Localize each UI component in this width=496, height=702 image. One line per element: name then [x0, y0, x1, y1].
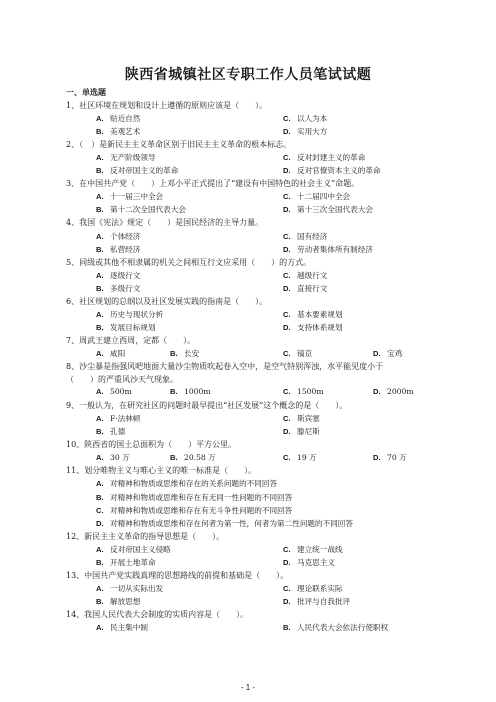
- option-letter: B.: [283, 623, 291, 632]
- option-text: 反对帝国主义的革命: [110, 166, 179, 176]
- option-text: 长安: [184, 348, 200, 358]
- option-letter: A.: [96, 114, 104, 124]
- option-text: 无产阶级领导: [110, 153, 156, 163]
- option-letter: C.: [283, 114, 291, 124]
- question-stem: 1、社区环境在规划和设计上遵循的原则应该是（ ）。: [66, 101, 268, 110]
- option-letter: C.: [283, 153, 291, 163]
- option-letter: D.: [283, 427, 291, 437]
- option-letter: B.: [96, 166, 104, 176]
- option-letter: B.: [96, 427, 104, 437]
- option-text: 多级行文: [110, 283, 141, 293]
- option-letter: D.: [283, 557, 291, 567]
- option-letter: D.: [283, 205, 291, 215]
- answer-option: [283, 244, 373, 255]
- answer-option: [283, 270, 327, 281]
- question-stem: 9、一般认为，在研究社区的问题时最早提出“社区发展”这个概念的是（ ）。: [66, 401, 348, 411]
- answer-option: [283, 152, 365, 163]
- option-letter: D.: [283, 127, 291, 137]
- option-text: 第十二次全国代表大会: [110, 205, 186, 215]
- option-letter: C.: [283, 453, 291, 463]
- option-text: 500m: [110, 387, 132, 397]
- option-text: 第十三次全国代表大会: [297, 205, 373, 215]
- answer-option: [96, 283, 140, 294]
- answer-option: [96, 204, 186, 215]
- answer-option: [283, 452, 317, 463]
- option-text: 19 万: [297, 453, 317, 463]
- option-text: 滕尼斯: [297, 427, 320, 437]
- question-stem: 6、社区规划的总纲以及社区发展实践的指南是（ ）。: [66, 296, 268, 306]
- option-letter: A.: [96, 479, 104, 489]
- answer-option: [96, 426, 125, 437]
- option-letter: D.: [283, 244, 291, 254]
- option-text: 个体经济: [110, 231, 141, 241]
- option-text: 30 万: [110, 453, 130, 463]
- option-text: 以人为本: [297, 114, 328, 124]
- option-text: 十二届四中全会: [297, 192, 351, 202]
- option-letter: C.: [283, 414, 291, 424]
- answer-option: [96, 309, 163, 320]
- question-stem: 12、新民主主义革命的指导思想是（ ）。: [66, 531, 225, 541]
- option-text: 私营经济: [110, 244, 141, 254]
- option-text: 1500m: [297, 387, 324, 397]
- option-text: 反对官僚资本主义的革命: [297, 166, 381, 176]
- option-letter: B.: [96, 322, 104, 332]
- option-text: 贴近自然: [110, 114, 141, 124]
- option-letter: C.: [283, 192, 291, 202]
- option-letter: B.: [170, 387, 178, 397]
- answer-option: [283, 165, 381, 176]
- question-stem: 7、周武王建立西周，定都（ ）。: [66, 335, 196, 345]
- option-letter: A.: [96, 414, 104, 424]
- option-letter: D.: [283, 166, 291, 176]
- option-text: 对精神和物质或思维和存在有无斗争性问题的不同回答: [110, 505, 293, 515]
- option-letter: A.: [96, 348, 104, 358]
- option-text: 2000m: [387, 387, 414, 397]
- answer-option: [283, 583, 343, 594]
- answer-option: [373, 387, 414, 396]
- option-text: 直接行文: [297, 283, 328, 293]
- option-letter: A.: [96, 544, 104, 554]
- option-text: 十一届三中全会: [110, 192, 164, 202]
- answer-option: [96, 596, 140, 607]
- option-letter: C.: [283, 583, 291, 593]
- option-text: 20.58 万: [184, 453, 216, 463]
- question-stem-continued: （ ）的严重风沙天气现象。: [66, 375, 178, 385]
- question-stem: 3、在中国共产党（ ）上邓小平正式提出了“建设有中国特色的社会主义”命题。: [66, 179, 360, 189]
- option-letter: B.: [170, 348, 178, 358]
- answer-option: [96, 413, 140, 424]
- option-text: 对精神和物质或思维和存在何者为第一性，何者为第二性问题的不同回答: [110, 518, 353, 528]
- answer-option: [96, 452, 130, 463]
- option-text: 孔德: [110, 427, 126, 437]
- option-text: 马克思主义: [297, 557, 335, 567]
- question-stem: 13、中国共产党实践真理的思想路线的前提和基础是（ ）。: [66, 570, 289, 580]
- answer-option: [96, 583, 163, 594]
- option-text: F·法林顿: [110, 414, 141, 424]
- answer-option: [283, 231, 327, 242]
- page-title: 陕西省城镇社区专职工作人员笔试试题: [124, 67, 372, 83]
- answer-option: [96, 557, 156, 568]
- option-letter: A.: [96, 153, 104, 163]
- option-letter: B.: [96, 127, 104, 137]
- option-letter: D.: [373, 453, 381, 463]
- answer-option: [96, 544, 171, 555]
- option-letter: A.: [96, 270, 104, 280]
- answer-option: [283, 413, 320, 424]
- option-text: 支持体系规划: [297, 322, 343, 332]
- answer-option: [96, 113, 140, 124]
- option-letter: C.: [283, 544, 291, 554]
- answer-option: [96, 478, 277, 489]
- answer-option: [283, 191, 350, 202]
- option-letter: D.: [373, 348, 381, 358]
- option-text: 开展土地革命: [110, 557, 156, 567]
- answer-option: [283, 557, 335, 568]
- answer-option: [283, 348, 312, 359]
- option-letter: B.: [96, 492, 104, 502]
- answer-option: [96, 270, 140, 281]
- answer-option: [170, 387, 211, 396]
- answer-option: [96, 165, 178, 176]
- option-text: 镐京: [297, 348, 313, 358]
- question-stem: 11、划分唯物主义与唯心主义的唯一标准是（ ）。: [66, 466, 257, 476]
- option-text: 宝鸡: [387, 348, 403, 358]
- answer-option: [170, 452, 216, 463]
- option-letter: C.: [283, 270, 291, 280]
- option-text: 一切从实际出发: [110, 583, 164, 593]
- option-letter: A.: [96, 583, 104, 593]
- option-text: 咸阳: [110, 348, 126, 358]
- answer-option: [96, 191, 163, 202]
- answer-option: [283, 596, 350, 607]
- option-text: 实用大方: [297, 127, 328, 137]
- answer-option: [96, 126, 140, 137]
- answer-option: [170, 348, 199, 359]
- option-letter: B.: [96, 205, 104, 215]
- option-text: 斯宾塞: [297, 414, 320, 424]
- option-text: 越级行文: [297, 270, 328, 280]
- option-letter: D.: [283, 322, 291, 332]
- option-text: 反对封建主义的革命: [297, 153, 366, 163]
- option-text: 理论联系实际: [297, 583, 343, 593]
- answer-option: [283, 387, 324, 396]
- option-letter: A.: [96, 309, 104, 319]
- answer-option: [96, 244, 140, 255]
- answer-option: [283, 426, 320, 437]
- option-letter: A.: [96, 453, 104, 463]
- answer-option: [283, 204, 373, 215]
- option-text: 发展目标规划: [110, 322, 156, 332]
- answer-option: [373, 348, 402, 359]
- option-letter: C.: [283, 348, 291, 358]
- option-letter: C.: [96, 505, 104, 515]
- answer-option: [283, 283, 327, 294]
- option-text: 逐级行文: [110, 270, 141, 280]
- option-letter: D.: [96, 518, 104, 528]
- section-heading: 一、单选题: [66, 88, 106, 97]
- option-letter: C.: [283, 387, 291, 397]
- option-letter: A.: [96, 387, 104, 397]
- option-letter: B.: [96, 557, 104, 567]
- answer-option: [96, 518, 353, 529]
- option-text: 对精神和物质或思维和存在的关系问题的不同回答: [110, 479, 278, 489]
- option-letter: C.: [283, 231, 291, 241]
- answer-option: [96, 505, 292, 516]
- answer-option: [283, 113, 327, 124]
- answer-option: [283, 622, 388, 633]
- option-text: 对精神和物质或思维和存在有无同一性问题的不同回答: [110, 492, 293, 502]
- answer-option: [96, 492, 292, 503]
- option-text: 70 万: [387, 453, 407, 463]
- option-text: 民主集中制: [110, 623, 148, 632]
- answer-option: [96, 387, 132, 396]
- option-letter: B.: [96, 283, 104, 293]
- answer-option: [283, 544, 343, 555]
- option-letter: B.: [170, 453, 178, 463]
- answer-option: [96, 622, 148, 633]
- option-text: 劳动者集体所有制经济: [297, 244, 373, 254]
- answer-option: [96, 348, 125, 359]
- option-text: 批评与自我批评: [297, 596, 351, 606]
- question-stem: 4、我国《宪法》规定（ ）是国民经济的主导力量。: [66, 218, 264, 228]
- option-text: 1000m: [184, 387, 211, 397]
- option-letter: C.: [283, 309, 291, 319]
- option-text: 国有经济: [297, 231, 328, 241]
- answer-option: [283, 309, 343, 320]
- answer-option: [96, 152, 156, 163]
- question-stem: 14、我国人民代表大会制度的实质内容是（ ）。: [66, 609, 249, 619]
- option-letter: A.: [96, 623, 104, 632]
- question-stem: 5、同级或其他不相隶属的机关之间相互行文应采用（ ）的方式。: [66, 257, 312, 267]
- answer-option: [373, 452, 407, 463]
- option-text: 人民代表大会依法行使职权: [297, 623, 389, 632]
- option-letter: B.: [96, 244, 104, 254]
- option-text: 建立统一战线: [297, 544, 343, 554]
- answer-option: [283, 126, 327, 137]
- question-stem: 10、陕西省的国土总面积为（ ）平方公里。: [66, 440, 237, 450]
- option-letter: B.: [96, 596, 104, 606]
- option-letter: D.: [283, 596, 291, 606]
- option-letter: D.: [283, 283, 291, 293]
- page-number: - 1 -: [240, 683, 256, 692]
- option-letter: A.: [96, 192, 104, 202]
- option-text: 历史与现状分析: [110, 309, 164, 319]
- answer-option: [96, 322, 156, 333]
- option-text: 基本要素规划: [297, 309, 343, 319]
- option-text: 解放思想: [110, 596, 141, 606]
- option-text: 美观艺术: [110, 127, 141, 137]
- question-stem: 8、沙尘暴是指强风吧地面大量沙尘物质吹起卷入空中，是空气特别浑浊，水平能见度小于: [66, 362, 384, 371]
- option-text: 反对帝国主义侵略: [110, 544, 171, 554]
- option-letter: D.: [373, 387, 381, 397]
- answer-option: [283, 322, 343, 333]
- answer-option: [96, 231, 140, 242]
- option-letter: A.: [96, 231, 104, 241]
- question-stem: 2、（ ）是新民主主义革命区别于旧民主主义革命的根本标志。: [66, 140, 292, 150]
